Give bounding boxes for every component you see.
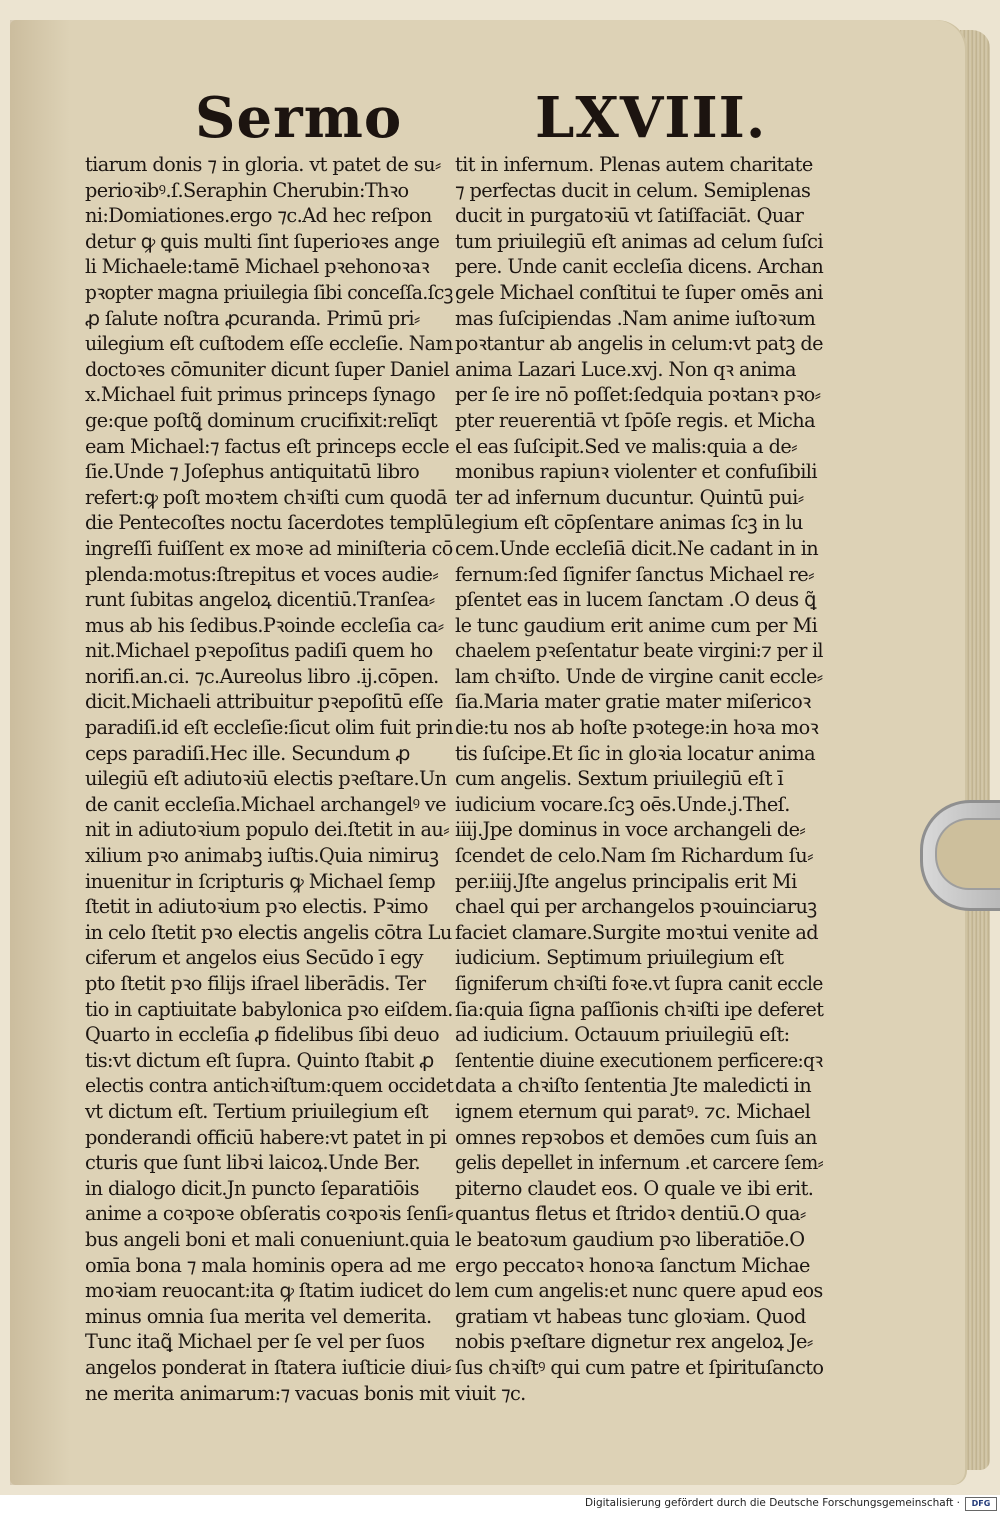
footer-credit: Digitalisierung gefördert durch die Deutsche Forschungsgemeinschaft · [584, 1497, 960, 1509]
text-line: ingreſſi fuiſſent ex moꝛe ad miniſteria cō [85, 536, 453, 560]
text-line: x.Michael fuit primus princeps ſynago [85, 383, 436, 407]
text-line: vt dictum eſt. Tertium priuilegium eſt [85, 1099, 429, 1123]
text-line: ſia.Maria mater gratie mater miſericoꝛ [455, 690, 811, 714]
text-line: uilegiū eſt adiutoꝛiū electis pꝛeſtare.Un [85, 767, 447, 791]
text-line: minus omnia ſua merita vel demerita. [85, 1304, 432, 1328]
text-line: faciet clamare.Surgite moꝛtui venite ad [455, 920, 819, 944]
text-line: dicit.Michaeli attribuitur pꝛepoſitū eſſe [85, 690, 443, 714]
text-line: pſentet eas in lucem ſanctam .O deus ꝗ͂ [455, 588, 816, 612]
text-line: mas ſuſcipiendas .Nam anime iuſtoꝛum [455, 306, 816, 330]
text-line: xilium pꝛo animabꝫ iuſtis.Quia nimiruꝫ [85, 844, 439, 868]
text-line: anima Lazari Luce.xvj. Non qꝛ anima [455, 357, 796, 381]
text-line: omnes repꝛobos et demōes cum ſuis an [455, 1125, 817, 1149]
text-line: in celo ſtetit pꝛo electis angelis cōtra Lu [85, 920, 452, 944]
text-line: cum angelis. Sextum priuilegiū eſt ī [455, 767, 784, 791]
text-line: pere. Unde canit eccleſia dicens. Archan [455, 255, 824, 279]
text-line: tiarum donis ⁊ in gloria. vt patet de su⸗ [85, 153, 441, 176]
text-line: nit in adiutoꝛium populo dei.ſtetit in au⸗ [85, 818, 450, 842]
text-line: ꝓ ſalute noſtra ꝓcuranda. Primū pri⸗ [85, 306, 420, 330]
text-line: fernum:ſed ſignifer ſanctus Michael re⸗ [455, 562, 814, 586]
text-line: bus angeli boni et mali conueniunt.quia [85, 1227, 450, 1251]
text-line: ſus chꝛiſtꝰ qui cum patre et ſpirituſancto [455, 1355, 824, 1379]
text-line: norifi.an.ci. ⁊c.Aureolus libro .ij.cōpen. [85, 664, 439, 688]
text-line: le tunc gaudium erit anime cum per Mi [455, 613, 818, 637]
text-line: tum priuilegiū eſt animas ad celum ſuſci [455, 229, 823, 253]
text-line: ne merita animarum:⁊ vacuas bonis mit [85, 1381, 450, 1405]
text-line: mus ab his ſedibus.Pꝛoinde eccleſia ca⸗ [85, 613, 444, 637]
text-line: nit.Michael pꝛepoſitus padiſi quem ho [85, 639, 433, 663]
text-line: ſie.Unde ⁊ Joſephus antiquitatū libro [85, 460, 420, 484]
text-line: refert:ꝙ poſt moꝛtem chꝛiſti cum quodā [85, 485, 447, 509]
dfg-logo: DFG [965, 1497, 997, 1511]
text-line: perioꝛibꝰ.ſ.Seraphin Cherubin:Thꝛo [85, 178, 409, 202]
text-line: ge:que poſtꝗ͂ dominum crucifixit:relīqt [85, 408, 437, 432]
text-line: paradiſi.id eſt eccleſie:ſicut olim fuit prin [85, 716, 453, 740]
text-line: ad iudicium. Octauum priuilegiū eſt: [455, 1023, 790, 1047]
text-line: inuenitur in ſcripturis ꝙ Michael ſemp [85, 869, 436, 893]
folio-number: LXVIII. [535, 85, 767, 151]
left-text-column [85, 152, 455, 1406]
page-clip-inner [935, 818, 1000, 890]
right-text-column [455, 152, 825, 1406]
text-line: cturis que ſunt libꝛi laicoꝝ.Unde Ber. [85, 1151, 421, 1175]
text-line: anime a coꝛpoꝛe obſeratis coꝛpoꝛis ſenſi⸗ [85, 1202, 454, 1226]
text-line: lam chꝛiſto. Unde de virgine canit eccle⸗ [455, 664, 823, 688]
text-line: electis contra antichꝛiſtum:quem occidet [85, 1074, 454, 1098]
text-line: ponderandi officiū habere:vt patet in pi [85, 1125, 447, 1149]
text-line: per.iiij.Jſte angelus principalis erit Mi [455, 869, 797, 893]
text-line: quantus fletus et ſtridoꝛ dentiū.O qua⸗ [455, 1202, 806, 1226]
text-line: gratiam vt habeas tunc gloꝛiam. Quod [455, 1304, 806, 1328]
text-line: plenda:motus:ſtrepitus et voces audie⸗ [85, 562, 439, 586]
text-line: legium eſt cōpſentare animas ſcꝫ in lu [455, 511, 803, 535]
text-line: pto ſtetit pꝛo filijs iſrael liberādis. Ter [85, 972, 426, 995]
text-line: detur ꝙ ꝗuis multi ſint ſuperioꝛes ange [85, 229, 440, 253]
text-line: Quarto in eccleſia ꝓ fidelibus ſibi deuo [85, 1023, 439, 1047]
text-line: ſigniferum chꝛiſti foꝛe.vt ſupra canit eccle [455, 972, 823, 995]
text-line: ⁊ perfectas ducit in celum. Semiplenas [455, 178, 811, 202]
text-line: omīa bona ⁊ mala hominis opera ad me [85, 1253, 446, 1277]
text-line: ſententie diuine executionem perficere:qꝛ [455, 1048, 823, 1072]
text-line: tis:vt dictum eſt ſupra. Quinto ſtabit ꝓ [85, 1048, 434, 1072]
text-line: ſcendet de celo.Nam ſm Richardum ſu⸗ [455, 844, 813, 868]
text-line: ni:Domiationes.ergo ⁊c.Ad hec reſpon [85, 204, 432, 228]
text-line: chaelem pꝛeſentatur beate virgini:⁊ per il [455, 639, 823, 663]
text-line: cem.Unde eccleſiā dicit.Ne cadant in in [455, 536, 819, 560]
running-head-sermo: Sermo [195, 85, 403, 151]
text-line: gele Michael conſtitui te ſuper omēs ani [455, 280, 823, 304]
text-line: angelos ponderat in ſtatera iuſticie diui⸗ [85, 1355, 452, 1379]
text-line: tio in captiuitate babylonica pꝛo eiſdem. [85, 997, 453, 1021]
text-line: data a chꝛiſto ſententia Jte maledicti in [455, 1074, 812, 1098]
text-line: moꝛiam reuocant:ita ꝙ ſtatim iudicet do [85, 1279, 451, 1303]
text-line: pter reuerentiā vt ſpōſe regis. et Micha [455, 408, 815, 432]
text-line: Tunc itaꝗ͂ Michael per ſe vel per ſuos [85, 1330, 425, 1354]
text-line: gelis depellet in infernum .et carcere ſem⸗ [455, 1151, 824, 1175]
text-line: in dialogo dicit.Jn puncto ſeparatiōis [85, 1176, 419, 1200]
text-line: uilegium eſt cuſtodem eſſe eccleſie. Nam [85, 332, 453, 356]
text-line: ceps paradiſi.Hec ille. Secundum ꝓ [85, 741, 410, 765]
text-line: poꝛtantur ab angelis in celum:vt patꝫ de [455, 332, 823, 356]
text-line: pꝛopter magna priuilegia ſibi conceſſa.ſcꝫ [85, 280, 453, 304]
text-line: le beatoꝛum gaudium pꝛo liberatiōe.O [455, 1227, 805, 1251]
text-line: ſtetit in adiutoꝛium pꝛo electis. Pꝛimo [85, 895, 428, 919]
text-line: ducit in purgatoꝛiū vt ſatiſfaciāt. Quar [455, 204, 804, 228]
text-line: ſia:quia ſigna paſſionis chꝛiſti ipe deferet [455, 997, 824, 1021]
text-line: ter ad infernum ducuntur. Quintū pui⸗ [455, 485, 804, 509]
text-line: chael qui per archangelos pꝛouinciaruꝫ [455, 895, 817, 919]
text-line: doctoꝛes cōmuniter dicunt ſuper Daniel [85, 357, 450, 381]
gutter-shadow [10, 20, 70, 1485]
text-line: iiij.Jpe dominus in voce archangeli de⸗ [455, 818, 806, 842]
text-line: eam Michael:⁊ factus eſt princeps eccle [85, 434, 450, 458]
text-line: ciferum et angelos eius Secūdo ī egy [85, 946, 423, 970]
text-line: monibus rapiunꝛ violenter et confuſibili [455, 460, 817, 484]
text-line: runt ſubitas angeloꝝ dicentiū.Tranſea⸗ [85, 588, 435, 612]
text-line: li Michaele:tamē Michael pꝛehonoꝛaꝛ [85, 255, 430, 279]
text-line: die Pentecoſtes noctu ſacerdotes templū [85, 511, 454, 535]
text-line: piterno claudet eos. O quale ve ibi erit. [455, 1176, 814, 1200]
text-line: de canit eccleſia.Michael archangelꝰ ve [85, 792, 447, 816]
text-line: ergo peccatoꝛ honoꝛa ſanctum Michae [455, 1253, 810, 1277]
text-line: tis ſuſcipe.Et ſic in gloꝛia locatur anima [455, 741, 816, 765]
text-line: per ſe ire nō poſſet:ſedquia poꝛtanꝛ pꝛo⸗ [455, 383, 821, 407]
text-line: tit in infernum. Plenas autem charitate [455, 153, 813, 176]
text-line: nobis pꝛeſtare dignetur rex angeloꝝ Je⸗ [455, 1330, 813, 1354]
text-line: el eas ſuſcipit.Sed ve malis:quia a de⸗ [455, 434, 798, 458]
text-line: iudicium. Septimum priuilegium eſt [455, 946, 784, 970]
text-line: viuit ⁊c. [455, 1381, 526, 1405]
text-line: die:tu nos ab hoſte pꝛotege:in hoꝛa moꝛ [455, 716, 819, 740]
text-line: ignem eternum qui paratꝰ. ⁊c. Michael [455, 1099, 811, 1123]
text-line: lem cum angelis:et nunc quere apud eos [455, 1279, 823, 1303]
text-line: iudicium vocare.ſcꝫ oēs.Unde.j.Theſ. [455, 792, 790, 816]
